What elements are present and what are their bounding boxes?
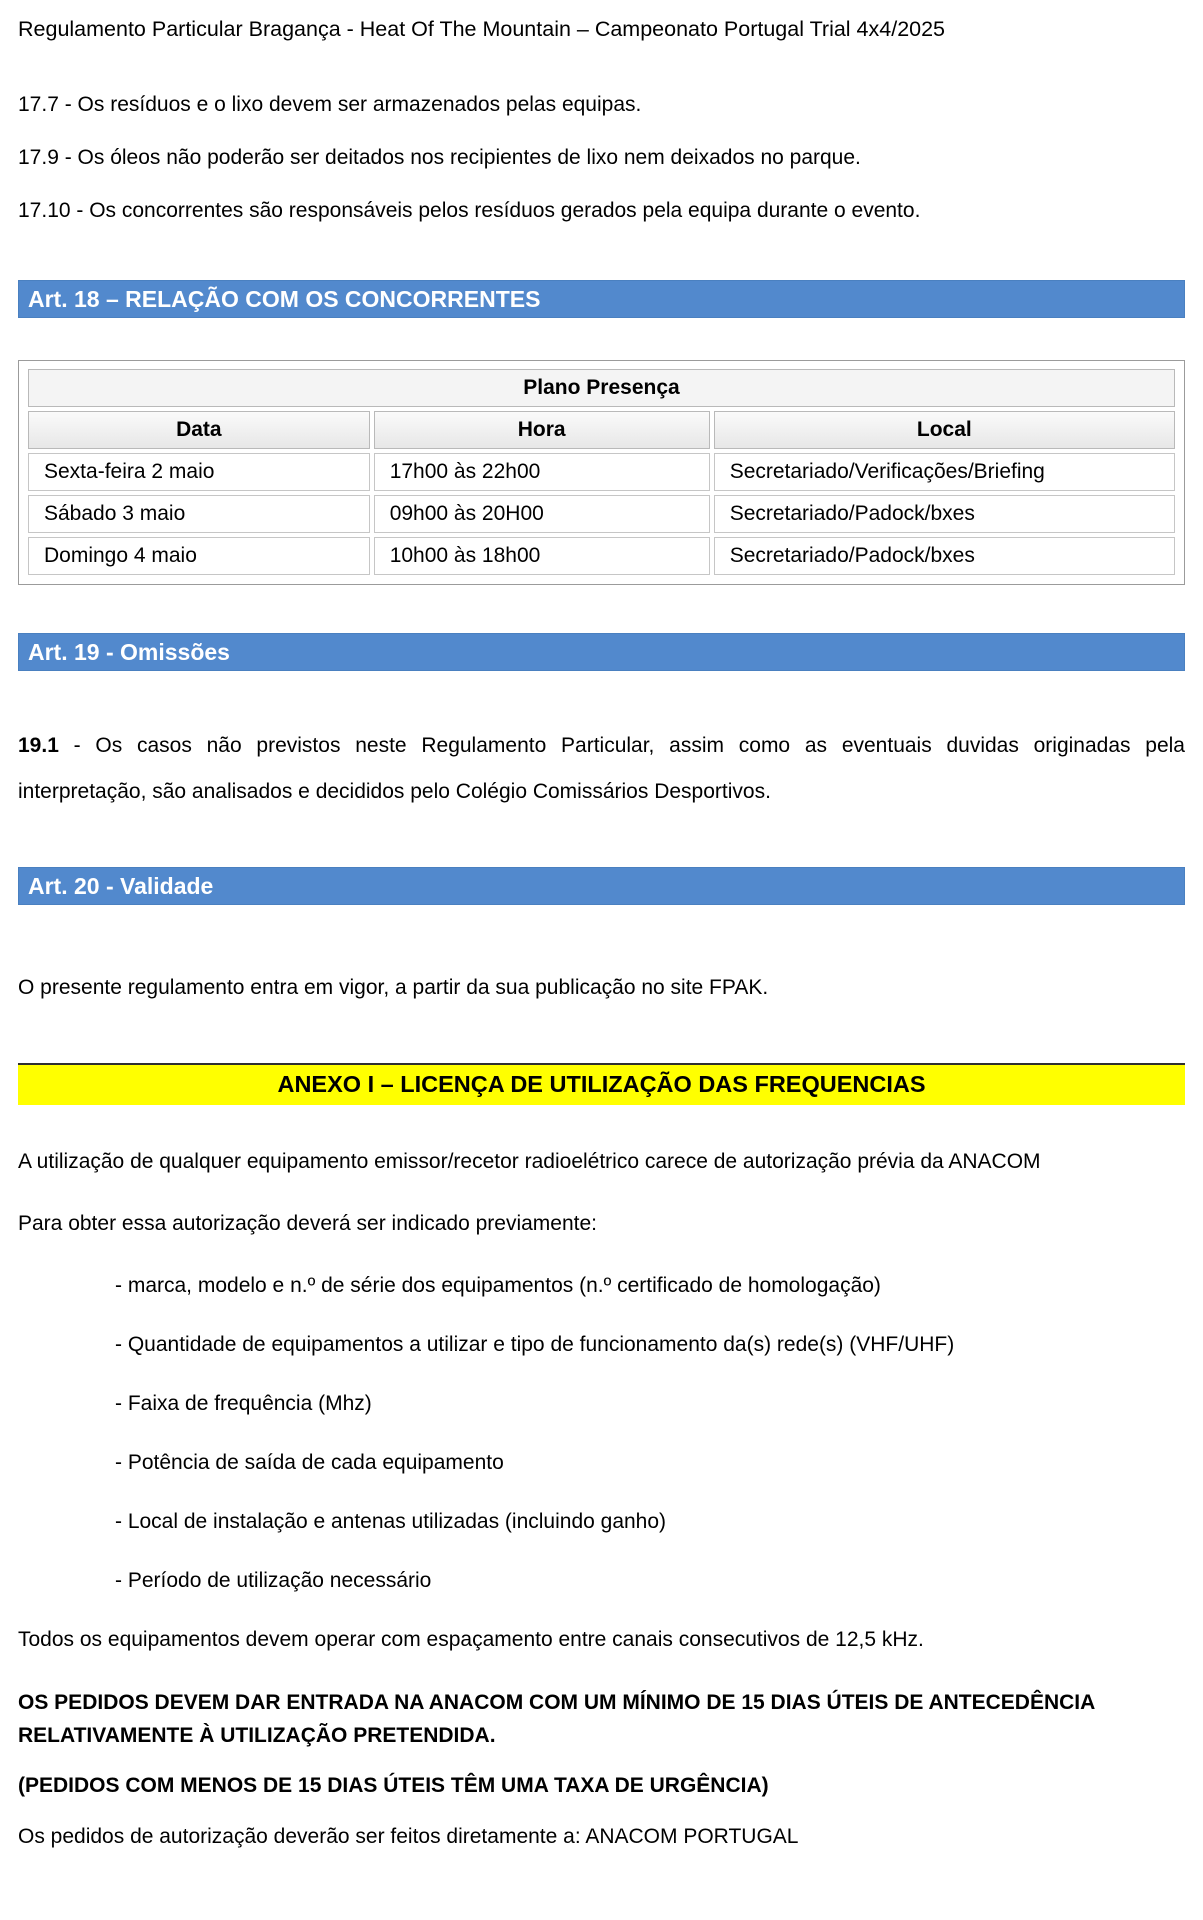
table-header-row [28, 411, 1175, 449]
clause-19-1 [18, 723, 1185, 815]
table-cell-date: Sexta-feira 2 maio [28, 453, 370, 491]
table-cell-date: Domingo 4 maio [28, 537, 370, 575]
doc-title: Regulamento Particular Bragança - Heat Of The Mountain – Campeonato Portugal Trial 4x4/2025 [18, 17, 946, 41]
column-header-data: Data [28, 411, 370, 449]
table-cell-place: Secretariado/Padock/bxes [714, 495, 1175, 533]
list-item-marca: - marca, modelo e n.º de série dos equipamentos (n.º certificado de homologação) [115, 1274, 881, 1297]
list-item-potencia: - Potência de saída de cada equipamento [115, 1451, 504, 1474]
table-title-row [28, 369, 1175, 407]
table-title: Plano Presença [28, 369, 1175, 407]
list-item-local: - Local de instalação e antenas utilizadas (incluindo ganho) [115, 1510, 667, 1533]
art20-heading: Art. 20 - Validade [18, 867, 1185, 905]
frequency-requirements-list [18, 1273, 1185, 1593]
anexo1-intro-1: A utilização de qualquer equipamento emissor/recetor radioelétrico carece de autorização prévia da ANACOM [18, 1150, 1041, 1173]
column-header-local: Local [714, 411, 1175, 449]
column-header-hora: Hora [374, 411, 710, 449]
validity-paragraph: O presente regulamento entra em vigor, a partir da sua publicação no site FPAK. [18, 976, 769, 999]
authorization-final-note: Os pedidos de autorização deverão ser feitos diretamente a: ANACOM PORTUGAL [18, 1825, 799, 1848]
table-row [28, 537, 1175, 575]
clause-17-10: 17.10 - Os concorrentes são responsáveis pelos resíduos gerados pela equipa durante o evento. [18, 199, 921, 222]
clause-19-1-text: - Os casos não previstos neste Regulamento Particular, assim como as eventuais duvidas originadas pela interpretação, são analisados e decididos pelo Colégio Comissários Desportivos. [18, 734, 1185, 803]
anacom-deadline-notice: OS PEDIDOS DEVEM DAR ENTRADA NA ANACOM COM UM MÍNIMO DE 15 DIAS ÚTEIS DE ANTECEDÊNCIA RELATIVAMENTE À UTILIZAÇÃO PRETENDIDA. [18, 1691, 1095, 1747]
urgency-fee-notice: (PEDIDOS COM MENOS DE 15 DIAS ÚTEIS TÊM UMA TAXA DE URGÊNCIA) [18, 1774, 769, 1797]
art19-heading: Art. 19 - Omissões [18, 633, 1185, 671]
list-item-periodo: - Período de utilização necessário [115, 1569, 432, 1592]
clause-19-1-number: 19.1 [18, 734, 59, 757]
table-cell-place: Secretariado/Padock/bxes [714, 537, 1175, 575]
presence-table [24, 365, 1179, 579]
clause-17-7: 17.7 - Os resíduos e o lixo devem ser armazenados pelas equipas. [18, 93, 642, 116]
channel-spacing-note: Todos os equipamentos devem operar com espaçamento entre canais consecutivos de 12,5 kHz. [18, 1628, 924, 1651]
list-item-quantidade: - Quantidade de equipamentos a utilizar e tipo de funcionamento da(s) rede(s) (VHF/UHF) [115, 1333, 955, 1356]
table-cell-time: 10h00 às 18h00 [374, 537, 710, 575]
art18-heading: Art. 18 – RELAÇÃO COM OS CONCORRENTES [18, 280, 1185, 318]
table-row [28, 453, 1175, 491]
table-cell-time: 09h00 às 20H00 [374, 495, 710, 533]
anexo1-intro-2: Para obter essa autorização deverá ser indicado previamente: [18, 1212, 597, 1235]
table-cell-date: Sábado 3 maio [28, 495, 370, 533]
clause-17-9: 17.9 - Os óleos não poderão ser deitados nos recipientes de lixo nem deixados no parque. [18, 146, 861, 169]
table-cell-time: 17h00 às 22h00 [374, 453, 710, 491]
presence-table-frame [18, 360, 1185, 585]
table-cell-place: Secretariado/Verificações/Briefing [714, 453, 1175, 491]
list-item-faixa: - Faixa de frequência (Mhz) [115, 1392, 372, 1415]
table-row [28, 495, 1175, 533]
anexo1-heading: ANEXO I – LICENÇA DE UTILIZAÇÃO DAS FREQUENCIAS [18, 1063, 1185, 1105]
